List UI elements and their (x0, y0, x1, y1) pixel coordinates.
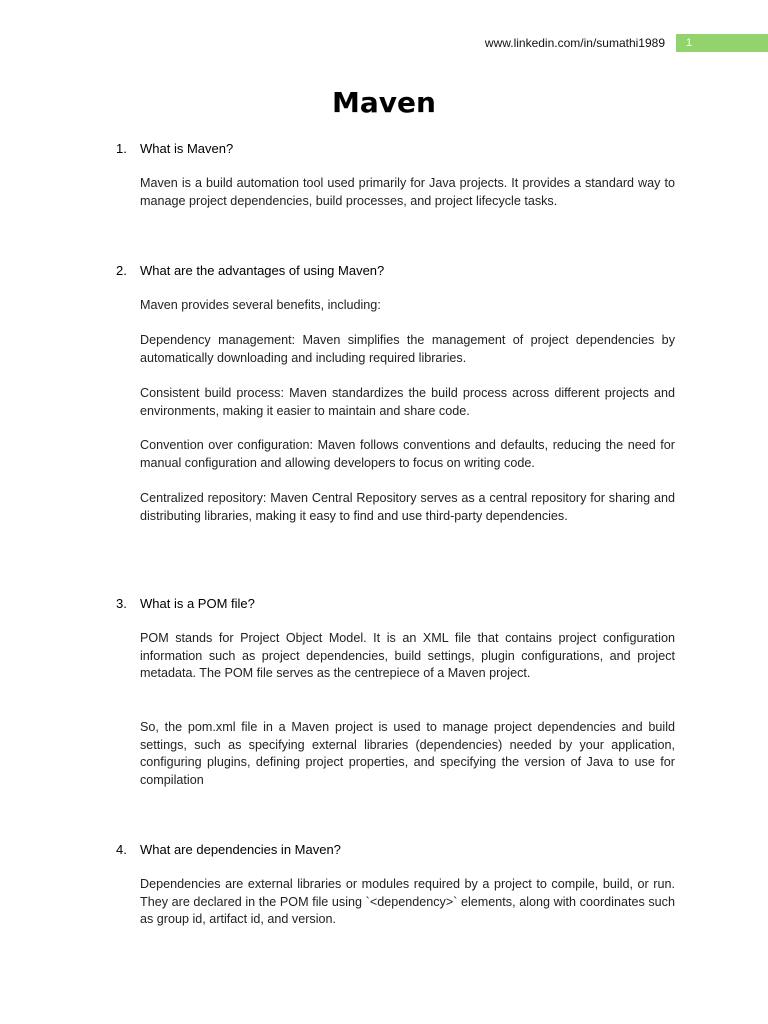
question-number: 2. (116, 263, 127, 278)
question-text: What is Maven? (140, 141, 234, 156)
question-text: What are the advantages of using Maven? (140, 263, 385, 278)
answer-paragraph: Maven is a build automation tool used primarily for Java projects. It provides a standard way to manage project dependencies, build processes, and project lifecycle tasks. (140, 176, 675, 208)
question-number: 3. (116, 596, 127, 611)
answer-paragraph: Consistent build process: Maven standardizes the build process across different projects and environments, making it easier to maintain and share code. (140, 386, 675, 418)
question-heading (116, 263, 384, 278)
answer-paragraph: Centralized repository: Maven Central Repository serves as a central repository for sharing and distributing libraries, making it easy to find and use third-party dependencies. (140, 491, 675, 523)
page-title: Maven (332, 86, 436, 119)
question-text: What are dependencies in Maven? (140, 842, 341, 857)
question-number: 1. (116, 141, 127, 156)
question-number: 4. (116, 842, 127, 857)
answer-paragraph: Dependencies are external libraries or modules required by a project to compile, build, or run. They are declared in the POM file using `<dependency>` elements, along with coordinates such as group id, artifact id, and version. (140, 877, 675, 927)
question-heading (116, 141, 233, 156)
header-url[interactable]: www.linkedin.com/in/sumathi1989 (484, 36, 665, 50)
answer-paragraph: So, the pom.xml file in a Maven project is used to manage project dependencies and build settings, such as specifying external libraries (dependencies) needed by your application, configuring plugins, defining project properties, and specifying the version of Java to use for compilation (140, 720, 675, 787)
answer-paragraph: Maven provides several benefits, including: (140, 298, 381, 312)
question-text: What is a POM file? (140, 596, 255, 611)
answer-paragraph: Convention over configuration: Maven follows conventions and defaults, reducing the need for manual configuration and allowing developers to focus on writing code. (140, 438, 675, 470)
question-heading (116, 596, 255, 611)
question-heading (116, 842, 341, 857)
page-number-badge: 1 (676, 34, 768, 52)
answer-paragraph: POM stands for Project Object Model. It is an XML file that contains project configuration information such as project dependencies, build settings, plugin configurations, and project metadata. The POM file serves as the centrepiece of a Maven project. (140, 631, 675, 681)
answer-paragraph: Dependency management: Maven simplifies the management of project dependencies by automatically downloading and including required libraries. (140, 333, 675, 365)
